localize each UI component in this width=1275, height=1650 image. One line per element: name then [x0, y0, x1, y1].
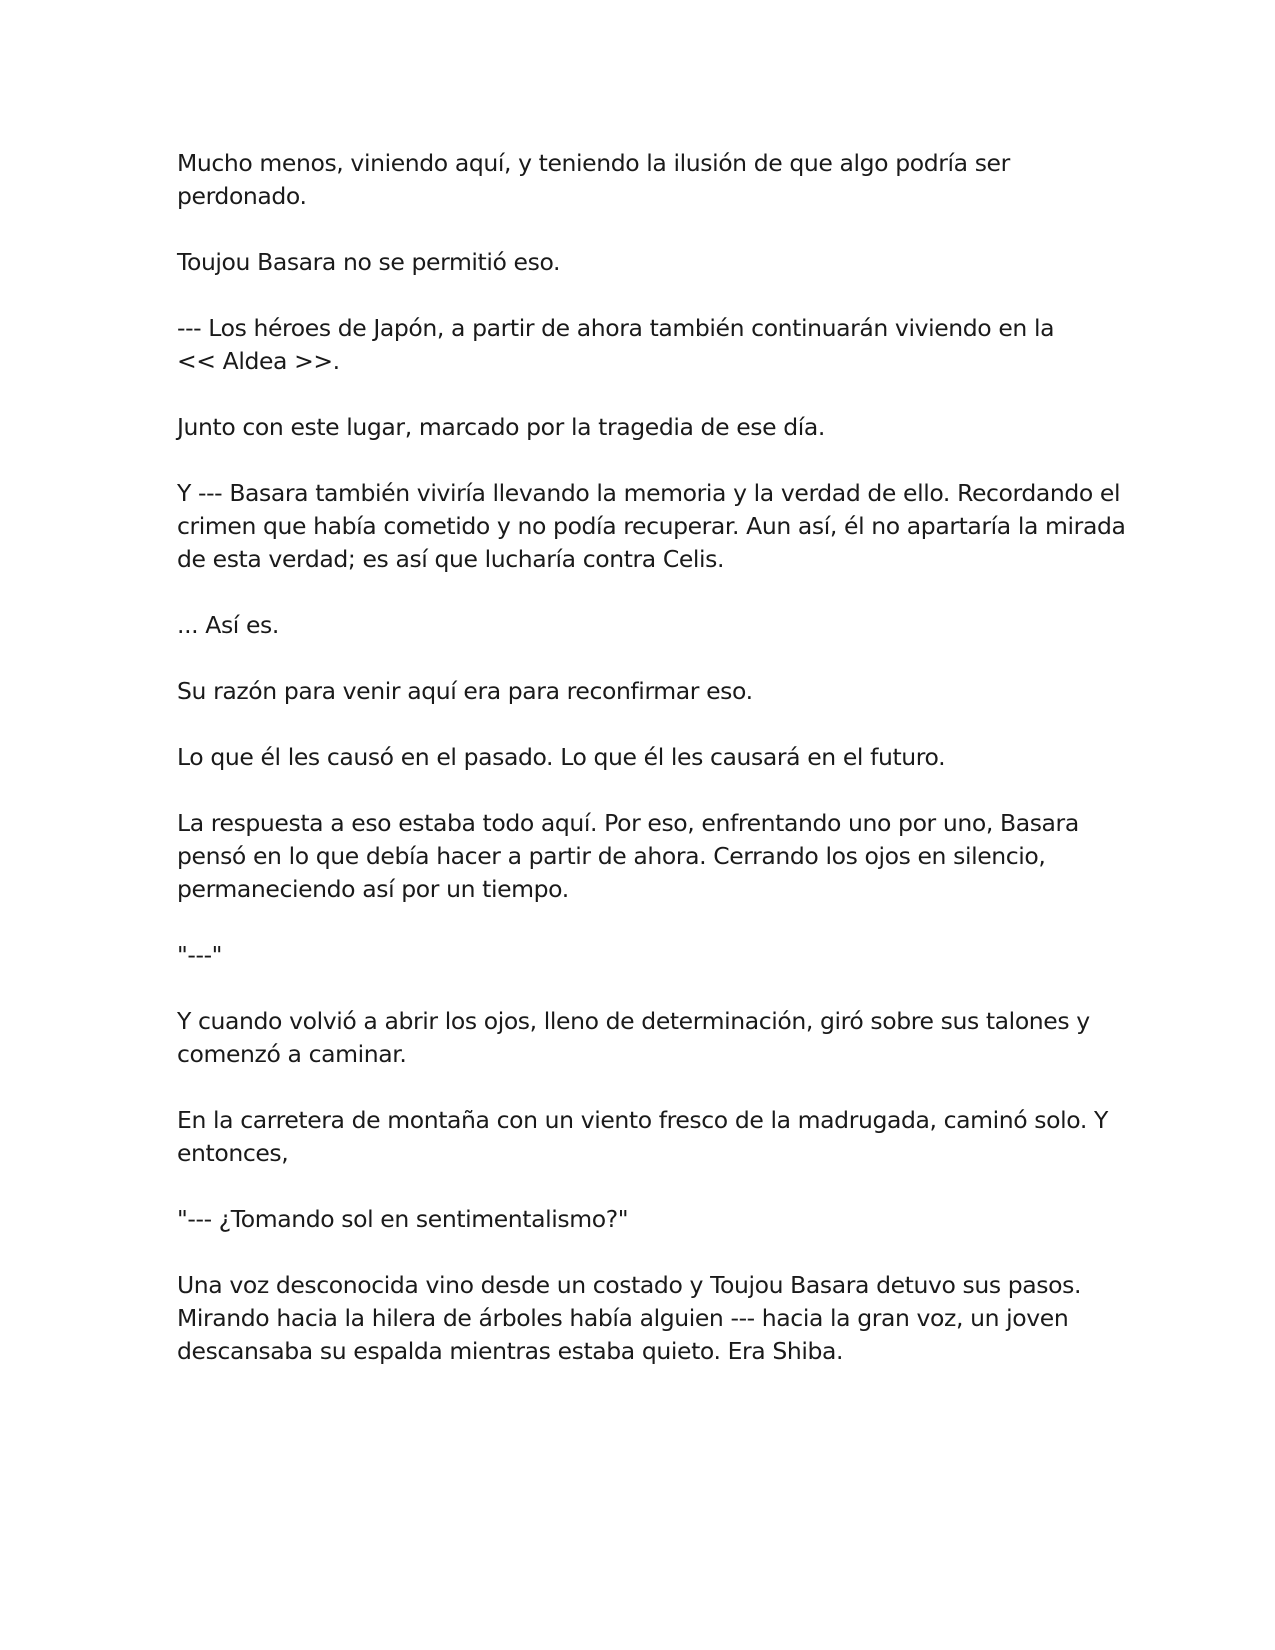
paragraph-11	[177, 1005, 1107, 1071]
text-line: ... Así es.	[177, 611, 279, 639]
paragraph-5	[177, 477, 1126, 576]
text-line: La respuesta a eso estaba todo aquí. Por eso, enfrentando uno por uno, Basara	[177, 809, 1079, 837]
paragraph-6	[177, 609, 1107, 642]
paragraph-14	[177, 1269, 1107, 1368]
text-line: Mirando hacia la hilera de árboles había alguien --- hacia la gran voz, un joven	[177, 1304, 1069, 1332]
text-line: --- Los héroes de Japón, a partir de ahora también continuarán viviendo en la	[177, 314, 1055, 342]
document-page	[177, 147, 1126, 1401]
text-line: Y --- Basara también viviría llevando la memoria y la verdad de ello. Recordando el	[177, 479, 1121, 507]
paragraph-13	[177, 1203, 1107, 1236]
paragraph-8	[177, 741, 1107, 774]
paragraph-1	[177, 147, 1107, 213]
text-line: Una voz desconocida vino desde un costado y Toujou Basara detuvo sus pasos.	[177, 1271, 1082, 1299]
text-line: "---"	[177, 941, 223, 969]
text-line: comenzó a caminar.	[177, 1040, 407, 1068]
text-line: de esta verdad; es así que lucharía contra Celis.	[177, 545, 725, 573]
text-line: << Aldea >>.	[177, 347, 340, 375]
text-line: Junto con este lugar, marcado por la tragedia de ese día.	[177, 413, 825, 441]
text-line: "--- ¿Tomando sol en sentimentalismo?"	[177, 1205, 629, 1233]
text-line: Toujou Basara no se permitió eso.	[177, 248, 561, 276]
paragraph-4	[177, 411, 1107, 444]
text-line: entonces,	[177, 1139, 289, 1167]
text-line: crimen que había cometido y no podía recuperar. Aun así, él no apartaría la mirada	[177, 512, 1126, 540]
paragraph-7	[177, 675, 1107, 708]
text-line: pensó en lo que debía hacer a partir de ahora. Cerrando los ojos en silencio,	[177, 842, 1046, 870]
text-line: permaneciendo así por un tiempo.	[177, 875, 569, 903]
text-line: Y cuando volvió a abrir los ojos, lleno de determinación, giró sobre sus talones y	[177, 1007, 1090, 1035]
paragraph-9	[177, 807, 1107, 906]
paragraph-10	[177, 939, 1107, 972]
text-line: Mucho menos, viniendo aquí, y teniendo la ilusión de que algo podría ser	[177, 149, 1010, 177]
text-line: Lo que él les causó en el pasado. Lo que él les causará en el futuro.	[177, 743, 946, 771]
text-line: En la carretera de montaña con un viento fresco de la madrugada, caminó solo. Y	[177, 1106, 1108, 1134]
text-line: Su razón para venir aquí era para reconfirmar eso.	[177, 677, 753, 705]
paragraph-2	[177, 246, 1107, 279]
paragraph-3	[177, 312, 1107, 378]
text-line: descansaba su espalda mientras estaba quieto. Era Shiba.	[177, 1337, 844, 1365]
text-line: perdonado.	[177, 182, 307, 210]
paragraph-12	[177, 1104, 1107, 1170]
